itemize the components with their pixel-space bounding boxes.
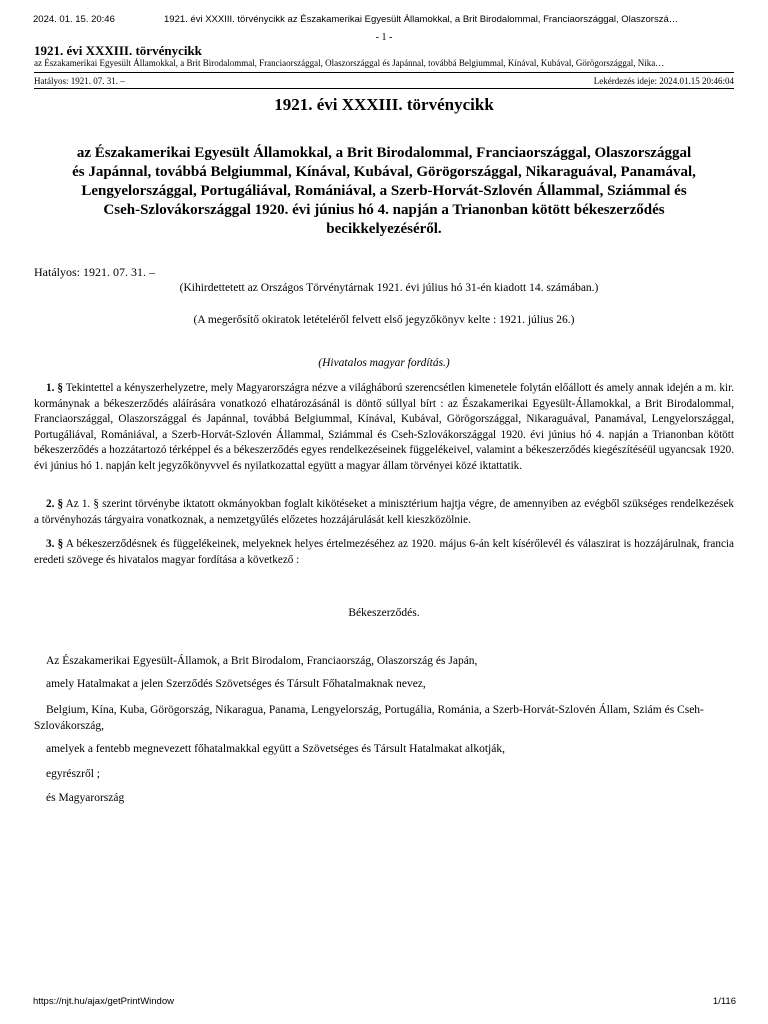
section-number: 2. § <box>46 498 64 510</box>
section-number: 1. § <box>46 382 63 394</box>
section-1 <box>34 381 734 474</box>
subtitle-line: Lengyelországgal, Portugáliával, Romániával, a Szerb-Horvát-Szlovén Állammal, Sziámmal és <box>81 183 687 199</box>
running-head-subtitle: az Északamerikai Egyesült Államokkal, a Brit Birodalommal, Franciaországgal, Olaszországgal és Japánnal, továbbá Belgiummal, Kínával, Kubával, Görögországgal, Nika… <box>34 58 665 68</box>
effective-date-small: Hatályos: 1921. 07. 31. – <box>34 76 125 86</box>
subtitle-line: Cseh-Szlovákországgal 1920. évi június hó 4. napján a Trianonban kötött békeszerződés <box>103 202 665 218</box>
section-text: Az 1. § szerint törvénybe iktatott okmányokban foglalt kikötéseket a minisztérium hajtja végre, de amennyiben az evégből szükséges rendelkezések a törvényhozás tárgyaira vonatkoznak, a nemzetgyűlés előzetes hozzájárulását kell kieszközölnie. <box>34 498 734 526</box>
print-title: 1921. évi XXXIII. törvénycikk az Északamerikai Egyesült Államokkal, a Brit Birodalommal, Franciaországgal, Olaszorszá… <box>164 14 679 25</box>
subtitle-line: becikkelyezéséről. <box>326 221 442 237</box>
treaty-line: és Magyarország <box>46 792 125 804</box>
promulgation-note: (Kihirdettetett az Országos Törvénytárnak 1921. évi július hó 31-én kiadott 14. számában.) <box>179 282 599 294</box>
header-rule-bottom <box>34 88 734 89</box>
effective-date: Hatályos: 1921. 07. 31. – <box>34 265 155 279</box>
document-title: 1921. évi XXXIII. törvénycikk <box>274 95 494 114</box>
print-date: 2024. 01. 15. 20:46 <box>33 14 115 25</box>
treaty-line: amelyek a fentebb megnevezett főhatalmakkal együtt a Szövetséges és Társult Hatalmakat alkotják, <box>46 743 505 755</box>
treaty-line: egyrészről ; <box>46 768 100 780</box>
section-3 <box>34 537 734 568</box>
retrieval-time: Lekérdezés ideje: 2024.01.15 20:46:04 <box>593 76 734 86</box>
page-indicator: - 1 - <box>375 32 393 43</box>
section-text: A békeszerződésnek és függelékeinek, melyeknek helyes értelmezéséhez az 1920. május 6-án kelt kísérőlevél és válaszirat is hozzájárulnak, francia eredeti szövege és hivatalos magyar fordítása a következő : <box>34 538 734 566</box>
section-number: 3. § <box>46 538 64 550</box>
print-header <box>33 12 735 26</box>
source-url: https://njt.hu/ajax/getPrintWindow <box>33 996 174 1007</box>
document-subtitle <box>40 144 728 239</box>
treaty-line: amely Hatalmakat a jelen Szerződés Szövetséges és Társult Főhatalmaknak nevez, <box>46 678 426 690</box>
subtitle-line: az Északamerikai Egyesült Államokkal, a Brit Birodalommal, Franciaországgal, Olaszországgal <box>76 145 692 161</box>
protocol-note: (A megerősítő okiratok letételéről felvett első jegyzőkönyv kelte : 1921. július 26.) <box>193 314 575 326</box>
section-text: Tekintettel a kényszerhelyzetre, mely Magyarországra nézve a világháború szerencsétlen kimenetele folytán előállott és amely annak idején a m. kir. kormánynak a békeszerződés aláírására vonatkozó elhatározásánál is döntő súllyal bírt : az Északamerikai Egyesült-Államokkal, a Brit Birodalommal, Franciaországgal, Olaszországgal és Japánnal, továbbá Belgiummal, Kínával, Kubával, Görögországgal, Nikaraguával, Panamával, Lengyelországgal, Portugáliával, Romániával, a Szerb-Horvát-Szlovén Állammal, Sziámmal és Cseh-Szlovákországgal 1920. évi június hó 4. napján a Trianonban kötött békeszerződés a hozzátartozó térképpel és a békeszerződés egyes rendelkezéseinek függelékeivel, valamint a békeszerződés kiegészítéséül ugyancsak 1920. évi június hó 1. napján kelt jegyzőkönyvvel és nyilatkozattal együtt a magyar állam törvényei közé iktattatik. <box>34 382 734 472</box>
page-count: 1/116 <box>712 996 736 1007</box>
subtitle-line: és Japánnal, továbbá Belgiummal, Kínával, Kubával, Görögországgal, Nikaraguával, Panamával, <box>72 164 696 180</box>
running-head-title: 1921. évi XXXIII. törvénycikk <box>34 43 202 58</box>
header-rule-top <box>34 72 734 73</box>
treaty-line: Az Északamerikai Egyesült-Államok, a Brit Birodalom, Franciaország, Olaszország és Japán, <box>46 655 478 667</box>
treaty-heading: Békeszerződés. <box>348 607 420 619</box>
section-2 <box>34 497 734 528</box>
treaty-line: Belgium, Kína, Kuba, Görögország, Nikaragua, Panama, Lengyelország, Portugália, Románia, a Szerb-Horvát-Szlovén Állam, Sziám és Cseh-Szlovákország, <box>34 704 704 732</box>
translation-note: (Hivatalos magyar fordítás.) <box>318 357 450 369</box>
